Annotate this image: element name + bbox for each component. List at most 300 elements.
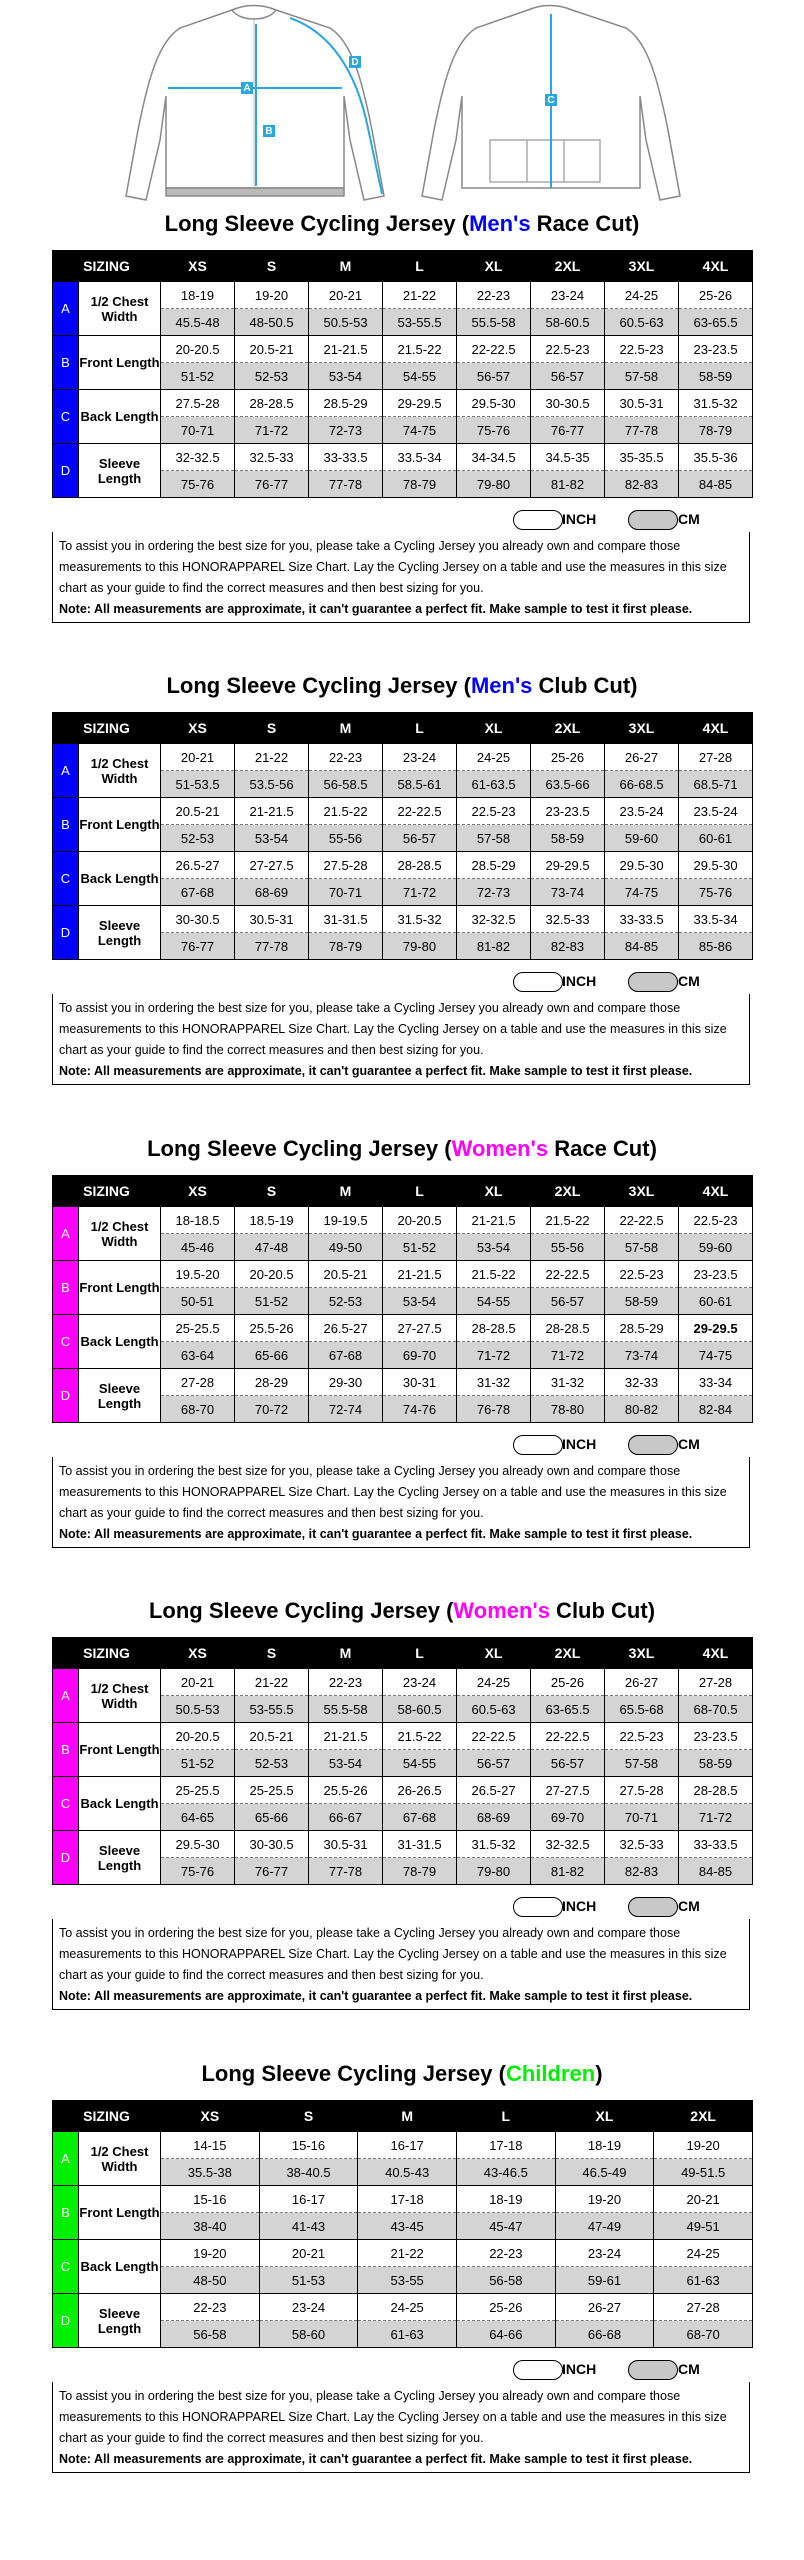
title-highlight: Men's [470,673,533,698]
size-header-2xl: 2XL [654,2101,753,2132]
illustration-letter-d: D [351,57,359,68]
size-header-l: L [383,1176,457,1207]
cm-value: 68-70.5 [679,1696,753,1723]
inch-row [53,798,753,825]
assist-note [52,2382,750,2473]
inch-value: 29-29.5 [531,852,605,879]
section-title [52,1597,752,1625]
cm-value: 38-40 [161,2213,260,2240]
note-text: Note: All measurements are approximate, it can't guarantee a perfect fit. Make sample to test it first please. [59,1527,693,1541]
cm-value: 49-51 [654,2213,753,2240]
inch-value: 20.5-21 [161,798,235,825]
cm-swatch [628,972,678,992]
inch-value: 15-16 [259,2132,358,2159]
size-header-l: L [383,251,457,282]
cm-value: 77-78 [605,417,679,444]
cm-value: 74-75 [605,879,679,906]
cm-value: 58-60.5 [383,1696,457,1723]
inch-value: 20-20.5 [235,1261,309,1288]
cm-value: 74-76 [383,1396,457,1423]
inch-value: 32.5-33 [605,1831,679,1858]
cm-value: 40.5-43 [358,2159,457,2186]
cm-value: 45-47 [456,2213,555,2240]
inch-value: 17-18 [456,2132,555,2159]
size-header-xs: XS [161,1638,235,1669]
cm-value: 50.5-53 [161,1696,235,1723]
inch-value: 21-21.5 [309,1723,383,1750]
unit-legend [52,1431,752,1457]
cm-value: 56-58.5 [309,771,383,798]
inch-value: 30-31 [383,1369,457,1396]
inch-value: 28-28.5 [235,390,309,417]
jersey-illustration [0,0,804,205]
inch-legend-label: INCH [562,1898,597,1914]
inch-value: 27-28 [161,1369,235,1396]
inch-value: 33.5-34 [383,444,457,471]
assist-text: To assist you in ordering the best size for you, please take a Cycling Jersey you already own and compare those measurements to this HONORAPPAREL Size Chart. Lay the Cycling Jersey on a table and use the measures in this size chart as your guide to find the correct measures and then best sizing for you. [59,1464,727,1520]
inch-value: 18-19 [555,2132,654,2159]
inch-value: 23.5-24 [605,798,679,825]
inch-value: 22-22.5 [383,798,457,825]
inch-value: 23-24 [259,2294,358,2321]
cm-value: 79-80 [383,933,457,960]
unit-legend [52,968,752,994]
inch-value: 25.5-26 [235,1315,309,1342]
cm-value: 64-66 [456,2321,555,2348]
cm-value: 69-70 [383,1342,457,1369]
inch-value: 23.5-24 [679,798,753,825]
unit-legend [52,1893,752,1919]
cm-value: 55.5-58 [457,309,531,336]
inch-value: 33-34 [679,1369,753,1396]
cm-value: 53-55.5 [235,1696,309,1723]
cm-swatch [628,1897,678,1917]
size-header-xl: XL [457,1176,531,1207]
inch-value: 22.5-23 [605,1261,679,1288]
inch-value: 29.5-30 [457,390,531,417]
cm-value: 72-74 [309,1396,383,1423]
size-header-3xl: 3XL [605,251,679,282]
assist-text: To assist you in ordering the best size for you, please take a Cycling Jersey you already own and compare those measurements to this HONORAPPAREL Size Chart. Lay the Cycling Jersey on a table and use the measures in this size chart as your guide to find the correct measures and then best sizing for you. [59,2389,727,2445]
inch-row [53,390,753,417]
inch-value: 19-20 [161,2240,260,2267]
cm-value: 71-72 [383,879,457,906]
size-header-xs: XS [161,713,235,744]
inch-value: 26-27 [605,744,679,771]
inch-value: 19-20 [654,2132,753,2159]
illustration-letter-b: B [265,126,273,137]
inch-swatch [513,1897,563,1917]
inch-value: 20-21 [161,1669,235,1696]
cm-value: 65-66 [235,1804,309,1831]
inch-value: 23-23.5 [679,336,753,363]
inch-value: 28.5-29 [605,1315,679,1342]
cm-value: 57-58 [605,1234,679,1261]
cm-value: 58-60 [259,2321,358,2348]
inch-value: 27.5-28 [309,852,383,879]
measure-letter-b: B [53,798,79,852]
measure-label: Front Length [79,336,161,390]
size-header-xl: XL [457,1638,531,1669]
measure-label: Sleeve Length [79,906,161,960]
cm-value: 63-65.5 [531,1696,605,1723]
section-title [52,672,752,700]
cm-value: 57-58 [605,1750,679,1777]
header-row [53,713,753,744]
cm-value: 61-63.5 [457,771,531,798]
cm-value: 75-76 [457,417,531,444]
size-table [52,1637,753,1885]
cm-legend-label: CM [678,2361,700,2377]
cm-value: 85-86 [679,933,753,960]
inch-value: 34-34.5 [457,444,531,471]
inch-value: 32.5-33 [531,906,605,933]
inch-value: 18.5-19 [235,1207,309,1234]
inch-value: 31-31.5 [383,1831,457,1858]
inch-value: 20.5-21 [309,1261,383,1288]
size-header-3xl: 3XL [605,713,679,744]
cm-value: 68-70 [161,1396,235,1423]
cm-value: 75-76 [161,1858,235,1885]
inch-legend-label: INCH [562,511,597,527]
inch-value: 30.5-31 [235,906,309,933]
title-highlight: Men's [469,211,531,236]
cm-value: 55-56 [531,1234,605,1261]
inch-value: 29-30 [309,1369,383,1396]
cm-value: 58-59 [531,825,605,852]
cm-value: 79-80 [457,471,531,498]
sizing-header: SIZING [53,1176,161,1207]
cm-value: 82-83 [531,933,605,960]
cm-value: 56-58 [456,2267,555,2294]
inch-row [53,2294,753,2321]
cm-value: 65.5-68 [605,1696,679,1723]
size-header-3xl: 3XL [605,1638,679,1669]
header-row [53,251,753,282]
size-header-4xl: 4XL [679,251,753,282]
cm-value: 84-85 [679,471,753,498]
title-text: Long Sleeve Cycling Jersey ( [147,1136,452,1161]
cm-value: 71-72 [235,417,309,444]
inch-row [53,852,753,879]
cm-value: 47-48 [235,1234,309,1261]
inch-row [53,444,753,471]
inch-value: 29.5-30 [679,852,753,879]
cm-value: 56-57 [383,825,457,852]
inch-value: 28.5-29 [309,390,383,417]
cm-value: 48-50 [161,2267,260,2294]
cm-value: 84-85 [605,933,679,960]
title-text: Long Sleeve Cycling Jersey ( [166,673,471,698]
inch-row [53,906,753,933]
inch-value: 29-29.5 [679,1315,753,1342]
cm-value: 59-60 [605,825,679,852]
inch-value: 20.5-21 [235,336,309,363]
size-header-s: S [259,2101,358,2132]
inch-value: 22.5-23 [605,1723,679,1750]
measure-label: Back Length [79,2240,161,2294]
size-header-2xl: 2XL [531,713,605,744]
cm-value: 68-69 [235,879,309,906]
cm-value: 78-80 [531,1396,605,1423]
cm-legend-label: CM [678,511,700,527]
inch-value: 27-28 [679,1669,753,1696]
inch-value: 27.5-28 [605,1777,679,1804]
inch-value: 27-27.5 [235,852,309,879]
title-text-end: Club Cut) [532,673,638,698]
inch-value: 21.5-22 [309,798,383,825]
inch-row [53,2132,753,2159]
cm-value: 66-68 [555,2321,654,2348]
cm-value: 51-53 [259,2267,358,2294]
cm-value: 81-82 [531,1858,605,1885]
size-table [52,250,753,498]
assist-note [52,994,750,1085]
inch-value: 15-16 [161,2186,260,2213]
inch-value: 28-29 [235,1369,309,1396]
inch-value: 30.5-31 [605,390,679,417]
cm-value: 63.5-66 [531,771,605,798]
inch-legend-label: INCH [562,2361,597,2377]
cm-value: 53-54 [235,825,309,852]
cm-value: 51-53.5 [161,771,235,798]
cm-value: 56-57 [457,1750,531,1777]
cm-value: 41-43 [259,2213,358,2240]
cm-value: 67-68 [161,879,235,906]
inch-row [53,2186,753,2213]
inch-row [53,744,753,771]
inch-value: 22-23 [457,282,531,309]
inch-row [53,1261,753,1288]
cm-value: 59-60 [679,1234,753,1261]
measure-label: 1/2 Chest Width [79,2132,161,2186]
inch-value: 35.5-36 [679,444,753,471]
title-highlight: Women's [451,1136,549,1161]
measure-letter-a: A [53,282,79,336]
inch-value: 23-24 [555,2240,654,2267]
cm-value: 51-52 [161,1750,235,1777]
inch-value: 27-27.5 [531,1777,605,1804]
cm-value: 52-53 [309,1288,383,1315]
title-text-end: ) [595,2061,603,2086]
cm-value: 72-73 [457,879,531,906]
size-header-3xl: 3XL [605,1176,679,1207]
inch-value: 25-25.5 [235,1777,309,1804]
size-header-xs: XS [161,251,235,282]
cm-value: 45-46 [161,1234,235,1261]
inch-value: 22-23 [309,1669,383,1696]
inch-value: 22-22.5 [457,1723,531,1750]
inch-value: 21-22 [383,282,457,309]
inch-value: 29-29.5 [383,390,457,417]
size-header-m: M [309,1638,383,1669]
size-table [52,2100,753,2348]
inch-value: 16-17 [259,2186,358,2213]
cm-value: 53-55.5 [383,309,457,336]
cm-value: 43-46.5 [456,2159,555,2186]
cm-swatch [628,2360,678,2380]
cm-value: 49-50 [309,1234,383,1261]
inch-value: 22-23 [161,2294,260,2321]
inch-value: 22.5-23 [605,336,679,363]
cm-value: 46.5-49 [555,2159,654,2186]
assist-note [52,1919,750,2010]
inch-value: 34.5-35 [531,444,605,471]
cm-value: 60-61 [679,1288,753,1315]
inch-value: 20-21 [161,744,235,771]
inch-value: 26.5-27 [161,852,235,879]
cm-value: 53.5-56 [235,771,309,798]
cm-value: 51-52 [161,363,235,390]
measure-label: Back Length [79,1315,161,1369]
inch-value: 21-22 [235,1669,309,1696]
cm-value: 74-75 [383,417,457,444]
measure-label: Back Length [79,852,161,906]
inch-value: 22.5-23 [457,798,531,825]
unit-legend [52,506,752,532]
inch-value: 32-33 [605,1369,679,1396]
inch-value: 20-21 [654,2186,753,2213]
inch-value: 27-27.5 [383,1315,457,1342]
inch-value: 28-28.5 [457,1315,531,1342]
measure-letter-d: D [53,444,79,498]
size-header-s: S [235,251,309,282]
size-header-xs: XS [161,2101,260,2132]
inch-value: 24-25 [358,2294,457,2321]
measure-label: 1/2 Chest Width [79,1669,161,1723]
cm-value: 77-78 [309,471,383,498]
assist-note [52,532,750,623]
cm-value: 50-51 [161,1288,235,1315]
measure-label: Front Length [79,1723,161,1777]
cm-value: 54-55 [383,363,457,390]
size-header-4xl: 4XL [679,1638,753,1669]
cm-value: 70-71 [161,417,235,444]
measure-letter-c: C [53,390,79,444]
inch-value: 22-22.5 [531,1261,605,1288]
section-title [52,1135,752,1163]
inch-value: 25-26 [531,1669,605,1696]
cm-value: 48-50.5 [235,309,309,336]
sizing-header: SIZING [53,251,161,282]
inch-value: 26-27 [605,1669,679,1696]
inch-value: 28-28.5 [383,852,457,879]
cm-legend-label: CM [678,1436,700,1452]
cm-value: 78-79 [383,1858,457,1885]
measure-letter-a: A [53,2132,79,2186]
inch-value: 20-21 [259,2240,358,2267]
measure-letter-c: C [53,1777,79,1831]
cm-value: 53-55 [358,2267,457,2294]
inch-value: 31-32 [531,1369,605,1396]
measure-letter-d: D [53,2294,79,2348]
cm-value: 78-79 [309,933,383,960]
section-title [52,210,752,238]
inch-value: 28-28.5 [531,1315,605,1342]
inch-row [53,1669,753,1696]
cm-value: 73-74 [605,1342,679,1369]
cm-legend-label: CM [678,1898,700,1914]
title-highlight: Children [505,2061,596,2086]
inch-row [53,336,753,363]
inch-value: 21-21.5 [457,1207,531,1234]
inch-value: 22-22.5 [605,1207,679,1234]
assist-text: To assist you in ordering the best size for you, please take a Cycling Jersey you already own and compare those measurements to this HONORAPPAREL Size Chart. Lay the Cycling Jersey on a table and use the measures in this size chart as your guide to find the correct measures and then best sizing for you. [59,1926,727,1982]
inch-value: 22-23 [309,744,383,771]
cm-value: 82-83 [605,471,679,498]
inch-legend-label: INCH [562,973,597,989]
inch-row [53,1723,753,1750]
inch-value: 25.5-26 [309,1777,383,1804]
cm-value: 53-54 [383,1288,457,1315]
cm-value: 51-52 [383,1234,457,1261]
cm-value: 70-71 [309,879,383,906]
size-header-l: L [383,1638,457,1669]
measure-letter-b: B [53,2186,79,2240]
inch-value: 21-21.5 [309,336,383,363]
sizing-header: SIZING [53,713,161,744]
size-header-2xl: 2XL [531,1638,605,1669]
inch-value: 25-26 [679,282,753,309]
inch-swatch [513,510,563,530]
cm-value: 74-75 [679,1342,753,1369]
inch-value: 25-25.5 [161,1777,235,1804]
inch-value: 24-25 [654,2240,753,2267]
inch-swatch [513,1435,563,1455]
cm-value: 60-61 [679,825,753,852]
size-header-s: S [235,1638,309,1669]
size-table [52,1175,753,1423]
cm-value: 56-58 [161,2321,260,2348]
cm-value: 49-51.5 [654,2159,753,2186]
inch-value: 19-19.5 [309,1207,383,1234]
cm-value: 64-65 [161,1804,235,1831]
illustration-letter-a: A [243,83,251,94]
cm-value: 47-49 [555,2213,654,2240]
assist-note [52,1457,750,1548]
cm-value: 78-79 [679,417,753,444]
cm-value: 58-60.5 [531,309,605,336]
cm-value: 58.5-61 [383,771,457,798]
inch-value: 33-33.5 [679,1831,753,1858]
inch-value: 33-33.5 [309,444,383,471]
cm-value: 68.5-71 [679,771,753,798]
size-header-xl: XL [457,713,531,744]
inch-value: 26.5-27 [309,1315,383,1342]
inch-row [53,1369,753,1396]
unit-legend [52,2356,752,2382]
title-text-end: Club Cut) [549,1598,656,1623]
inch-value: 22-22.5 [457,336,531,363]
size-header-2xl: 2XL [531,1176,605,1207]
inch-value: 30-30.5 [531,390,605,417]
inch-value: 23-23.5 [679,1261,753,1288]
title-text: Long Sleeve Cycling Jersey ( [148,1598,454,1623]
inch-value: 33-33.5 [605,906,679,933]
inch-value: 24-25 [457,1669,531,1696]
cm-value: 58-59 [679,1750,753,1777]
cm-value: 82-84 [679,1396,753,1423]
cm-value: 76-77 [531,417,605,444]
inch-value: 28-28.5 [679,1777,753,1804]
inch-value: 20-20.5 [161,1723,235,1750]
cm-value: 56-57 [531,363,605,390]
cm-value: 60.5-63 [457,1696,531,1723]
measure-letter-d: D [53,1369,79,1423]
inch-value: 22.5-23 [531,336,605,363]
inch-row [53,1777,753,1804]
sizing-header: SIZING [53,2101,161,2132]
